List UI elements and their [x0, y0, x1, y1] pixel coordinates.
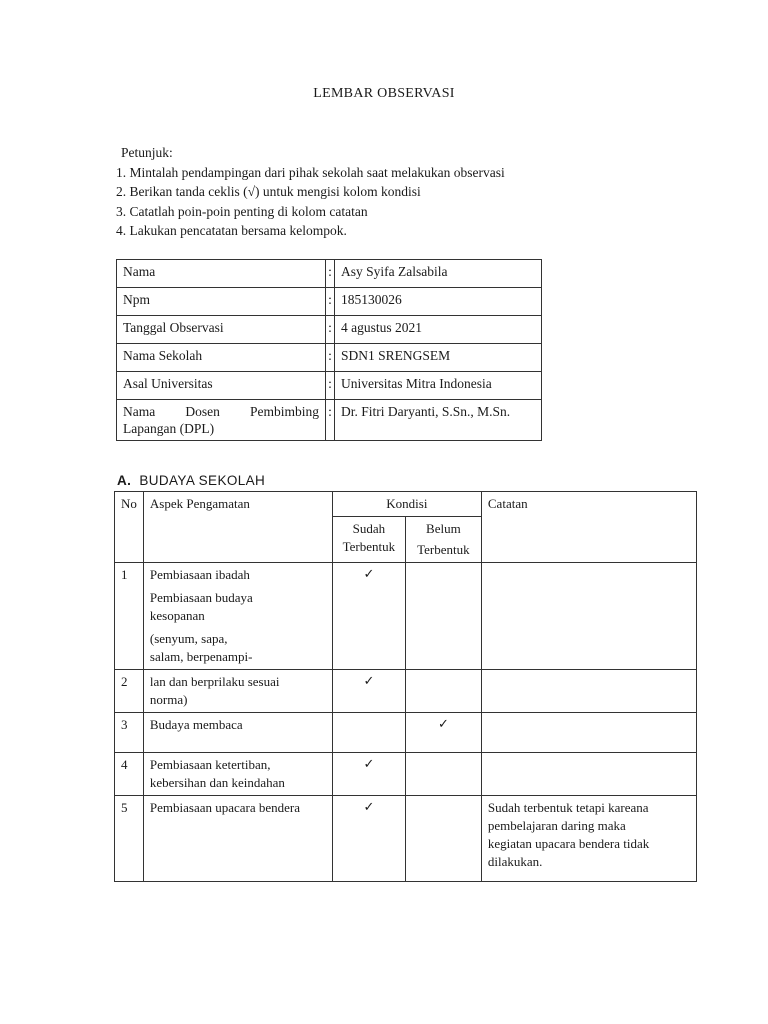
header-belum [405, 517, 481, 563]
identity-label: Nama Sekolah [117, 344, 326, 372]
instruction-item: 2. Berikan tanda ceklis (√) untuk mengisi kolom kondisi [116, 184, 421, 199]
catatan-cell [481, 713, 696, 753]
catatan-cell [481, 796, 696, 882]
identity-label: Npm [117, 288, 326, 316]
header-catatan: Catatan [481, 492, 696, 563]
identity-row-npm [117, 288, 542, 316]
header-belum-line: Belum [426, 521, 461, 536]
budaya-sekolah-table [114, 491, 697, 882]
instruction-item: 4. Lakukan pencatatan bersama kelompok. [116, 223, 347, 238]
catatan-line: pembelajaran daring maka [487, 818, 626, 833]
identity-row-sekolah [117, 344, 542, 372]
identity-row-dosen [117, 400, 542, 441]
colon: : [326, 400, 335, 441]
aspek-line: norma) [149, 692, 188, 707]
aspek-line: Pembiasaan ibadah [149, 567, 250, 582]
row-aspek: Budaya membaca [143, 713, 332, 753]
header-sudah-line: Terbentuk [342, 539, 396, 554]
catatan-cell [481, 563, 696, 670]
dosen-label-word: Pembimbing [249, 404, 319, 419]
row-aspek [143, 753, 332, 796]
dosen-label-line2: Lapangan (DPL) [123, 421, 215, 436]
identity-row-nama [117, 260, 542, 288]
colon: : [326, 344, 335, 372]
table-row [115, 670, 697, 713]
colon: : [326, 260, 335, 288]
aspek-line: Pembiasaan budaya [149, 590, 253, 605]
identity-value: SDN1 SRENGSEM [335, 344, 542, 372]
sudah-cell [332, 713, 405, 753]
header-no: No [115, 492, 144, 563]
row-no: 4 [115, 753, 144, 796]
aspek-line: kebersihan dan keindahan [149, 775, 285, 790]
belum-cell [405, 563, 481, 670]
check-icon: ✓ [332, 796, 405, 882]
row-no: 5 [115, 796, 144, 882]
header-sudah-line: Sudah [352, 521, 386, 536]
identity-label: Asal Universitas [117, 372, 326, 400]
instructions-label: Petunjuk: [121, 145, 173, 160]
identity-label-dosen [117, 400, 326, 441]
aspek-line: salam, berpenampi- [149, 649, 253, 664]
belum-cell [405, 796, 481, 882]
identity-value: Dr. Fitri Daryanti, S.Sn., M.Sn. [335, 400, 542, 441]
check-icon: ✓ [332, 563, 405, 670]
identity-label: Nama [117, 260, 326, 288]
row-no: 3 [115, 713, 144, 753]
identity-value: 185130026 [335, 288, 542, 316]
section-heading [117, 473, 265, 488]
row-aspek: Pembiasaan upacara bendera [143, 796, 332, 882]
aspek-line: kesopanan [149, 608, 205, 623]
section-title: BUDAYA SEKOLAH [139, 473, 266, 488]
catatan-line: kegiatan upacara bendera tidak [487, 836, 650, 851]
belum-cell [405, 670, 481, 713]
check-icon: ✓ [405, 713, 481, 753]
catatan-cell [481, 670, 696, 713]
colon: : [326, 288, 335, 316]
row-aspek [143, 670, 332, 713]
table-row [115, 753, 697, 796]
table-row [115, 563, 697, 670]
row-aspek [143, 563, 332, 670]
dosen-label-word: Dosen [185, 404, 220, 419]
identity-label: Tanggal Observasi [117, 316, 326, 344]
row-no: 2 [115, 670, 144, 713]
header-aspek: Aspek Pengamatan [143, 492, 332, 563]
catatan-line: dilakukan. [487, 854, 543, 869]
row-no: 1 [115, 563, 144, 670]
identity-row-universitas [117, 372, 542, 400]
instruction-item: 3. Catatlah poin-poin penting di kolom catatan [116, 203, 368, 219]
dosen-label-word: Nama [123, 404, 156, 419]
header-belum-line: Terbentuk [417, 542, 470, 557]
colon: : [326, 372, 335, 400]
identity-value: 4 agustus 2021 [335, 316, 542, 344]
document-title: LEMBAR OBSERVASI [313, 86, 455, 101]
check-icon: ✓ [332, 753, 405, 796]
header-kondisi: Kondisi [332, 492, 481, 517]
colon: : [326, 316, 335, 344]
aspek-line: lan dan berprilaku sesuai [149, 674, 280, 689]
catatan-cell [481, 753, 696, 796]
belum-cell [405, 753, 481, 796]
identity-row-tanggal [117, 316, 542, 344]
table-row [115, 713, 697, 753]
table-row [115, 796, 697, 882]
header-sudah [332, 517, 405, 563]
aspek-line: Pembiasaan ketertiban, [149, 757, 271, 772]
section-letter: A. [117, 473, 132, 488]
aspek-line: (senyum, sapa, [149, 631, 228, 646]
catatan-line: Sudah terbentuk tetapi kareana [487, 800, 649, 815]
instructions [116, 143, 505, 241]
table-header-row [115, 492, 697, 517]
identity-value: Asy Syifa Zalsabila [335, 260, 542, 288]
identity-value: Universitas Mitra Indonesia [335, 372, 542, 400]
instruction-item: 1. Mintalah pendampingan dari pihak sekolah saat melakukan observasi [116, 164, 505, 180]
check-icon: ✓ [332, 670, 405, 713]
identity-table [116, 259, 542, 441]
